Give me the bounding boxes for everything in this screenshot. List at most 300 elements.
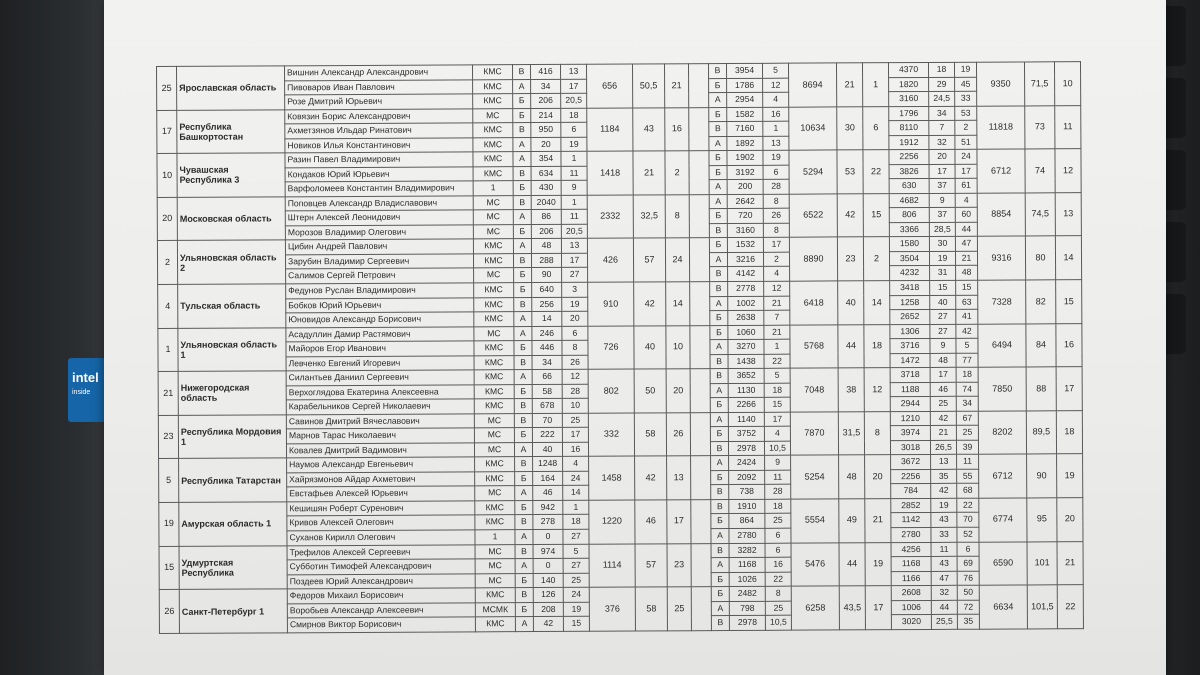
athlete-name: Бобков Юрий Юрьевич	[286, 297, 474, 313]
stage1-place: 11	[561, 210, 587, 225]
spacer-cell	[690, 369, 710, 413]
stage1-group: Б	[513, 94, 531, 109]
stage2-group: А	[710, 412, 728, 427]
stage1-place: 16	[562, 442, 588, 457]
stage1-team-points: 58	[635, 587, 667, 631]
stage2-value: 2482	[729, 586, 765, 601]
overall-points: 17	[929, 164, 955, 179]
overall-points: 26,5	[930, 440, 956, 455]
overall-points: 24,5	[929, 91, 955, 106]
athlete-rank: КМС	[475, 588, 515, 603]
overall-place: 39	[956, 440, 978, 455]
stage1-place: 13	[560, 64, 586, 79]
athlete-name: Варфоломеев Константин Владимирович	[285, 181, 473, 197]
stage1-value: 0	[533, 558, 563, 573]
team-score: 90	[1027, 454, 1057, 498]
overall-place: 24	[955, 149, 977, 164]
stage2-place: 25	[765, 514, 791, 529]
team-score: 74,5	[1025, 193, 1055, 237]
team-region: Московская область	[177, 197, 285, 241]
team-region: Ярославская область	[177, 66, 285, 110]
overall-value: 630	[889, 179, 929, 194]
overall-place: 2	[955, 120, 977, 135]
stage2-group: А	[709, 93, 727, 108]
overall-points: 19	[931, 498, 957, 513]
stage2-group: Б	[710, 325, 728, 340]
overall-value: 1580	[889, 237, 929, 252]
athlete-name: Левченко Евгений Игоревич	[286, 355, 474, 371]
overall-value: 3018	[890, 440, 930, 455]
stage2-group: Б	[710, 427, 728, 442]
overall-points: 32	[929, 135, 955, 150]
overall-place: 55	[957, 469, 979, 484]
stage1-group: Б	[513, 224, 531, 239]
athlete-rank: КМС	[473, 94, 513, 109]
stage2-group: А	[709, 136, 727, 151]
overall-value: 1142	[891, 513, 931, 528]
athlete-name: Марнов Тарас Николаевич	[286, 428, 474, 444]
stage1-place: 19	[562, 297, 588, 312]
athlete-rank: 1	[475, 530, 515, 545]
overall-value: 1796	[889, 106, 929, 121]
overall-points: 31	[930, 266, 956, 281]
team-total: 9316	[977, 236, 1025, 280]
stage2-place: 26	[763, 208, 789, 223]
stage2-team-points: 31,5	[838, 412, 864, 456]
stage1-team-rank: 17	[667, 500, 691, 544]
overall-points: 37	[929, 179, 955, 194]
team-score: 95	[1027, 498, 1057, 542]
stage1-group: В	[515, 544, 533, 559]
overall-value: 3718	[890, 368, 930, 383]
athlete-rank: КМС	[473, 137, 513, 152]
athlete-rank: КМС	[475, 472, 515, 487]
overall-place: 33	[955, 91, 977, 106]
stage2-team-rank: 6	[863, 106, 889, 150]
stage1-group: Б	[513, 108, 531, 123]
stage1-group: Б	[515, 500, 533, 515]
stage1-team-sum: 1114	[589, 544, 635, 588]
team-total: 11818	[977, 106, 1025, 150]
athlete-name: Асадуллин Дамир Растямович	[286, 326, 474, 342]
athlete-name: Кондаков Юрий Юрьевич	[285, 167, 473, 183]
stage2-value: 1002	[728, 296, 764, 311]
stage1-place: 27	[562, 268, 588, 283]
stage2-value: 738	[729, 485, 765, 500]
athlete-rank: МСМК	[475, 602, 515, 617]
athlete-name: Силантьев Даниил Сергеевич	[286, 370, 474, 386]
stage2-group: В	[710, 354, 728, 369]
overall-value: 2780	[891, 527, 931, 542]
stage2-team-sum: 6418	[790, 281, 838, 325]
team-region: Республика Мордовия 1	[178, 415, 286, 459]
overall-place: 60	[955, 208, 977, 223]
stage2-place: 2	[763, 252, 789, 267]
stage1-value: 446	[532, 340, 562, 355]
stage1-place: 12	[562, 369, 588, 384]
overall-points: 20	[929, 150, 955, 165]
stage1-group: В	[514, 413, 532, 428]
stage1-group: А	[515, 530, 533, 545]
stage2-group: Б	[709, 78, 727, 93]
results-sheet	[156, 61, 1076, 634]
athlete-rank: МС	[474, 413, 514, 428]
stage1-place: 27	[563, 558, 589, 573]
overall-points: 27	[930, 309, 956, 324]
overall-points: 15	[930, 280, 956, 295]
team-place-number: 2	[157, 241, 177, 285]
stage2-team-sum: 5768	[790, 324, 838, 368]
athlete-rank: МС	[473, 108, 513, 123]
overall-value: 1820	[889, 77, 929, 92]
overall-points: 25,5	[931, 614, 957, 629]
athlete-rank: КМС	[473, 254, 513, 269]
athlete-rank: КМС	[473, 79, 513, 94]
stage1-place: 19	[561, 137, 587, 152]
stage2-group: Б	[709, 209, 727, 224]
stage1-value: 90	[532, 268, 562, 283]
stage1-group: Б	[515, 573, 533, 588]
team-score: 88	[1026, 367, 1056, 411]
athlete-name: Савинов Дмитрий Вячеславович	[286, 414, 474, 430]
stage1-group: В	[513, 166, 531, 181]
athlete-rank: МС	[473, 224, 513, 239]
stage1-value: 974	[533, 544, 563, 559]
stage2-value: 3270	[728, 339, 764, 354]
team-final-rank: 22	[1057, 585, 1083, 629]
stage2-value: 1910	[729, 499, 765, 514]
stage2-team-sum: 7048	[790, 368, 838, 412]
team-place-number: 21	[158, 372, 178, 416]
stage1-group: В	[513, 123, 531, 138]
team-place-number: 5	[159, 459, 179, 503]
overall-place: 19	[954, 62, 976, 77]
overall-place: 48	[956, 266, 978, 281]
athlete-name: Зарубин Владимир Сергеевич	[285, 254, 473, 270]
team-region: Республика Башкортостан	[177, 109, 285, 153]
stage1-value: 206	[531, 93, 561, 108]
stage1-team-rank: 16	[665, 107, 689, 151]
stage2-team-rank: 17	[865, 586, 891, 630]
stage2-team-rank: 22	[863, 150, 889, 194]
spacer-cell	[689, 194, 709, 238]
stage2-value: 3160	[727, 223, 763, 238]
stage1-team-rank: 23	[667, 543, 691, 587]
stage1-group: В	[514, 297, 532, 312]
athlete-name: Ковалев Дмитрий Вадимович	[286, 443, 474, 459]
stage1-place: 24	[563, 471, 589, 486]
athlete-rank: МС	[475, 544, 515, 559]
athlete-name: Кешишян Роберт Суренович	[287, 501, 475, 517]
stage2-team-points: 44	[839, 542, 865, 586]
overall-place: 18	[956, 367, 978, 382]
stage2-team-points: 49	[839, 499, 865, 543]
stage1-team-rank: 2	[665, 151, 689, 195]
athlete-name: Хайрязмонов Айдар Ахметович	[287, 472, 475, 488]
stage1-value: 354	[531, 152, 561, 167]
stage2-value: 3192	[727, 165, 763, 180]
stage2-group: Б	[710, 398, 728, 413]
stage2-team-rank: 1	[862, 63, 888, 107]
athlete-rank: КМС	[474, 283, 514, 298]
overall-points: 30	[929, 237, 955, 252]
stage2-place: 9	[765, 456, 791, 471]
overall-place: 50	[957, 585, 979, 600]
overall-place: 21	[955, 251, 977, 266]
spacer-cell	[691, 500, 711, 544]
stage1-value: 46	[533, 486, 563, 501]
athlete-name: Цибин Андрей Павлович	[285, 239, 473, 255]
team-place-number: 23	[158, 415, 178, 459]
stage2-team-rank: 19	[865, 542, 891, 586]
stage2-value: 1026	[729, 572, 765, 587]
athlete-rank: 1	[473, 181, 513, 196]
stage1-group: Б	[514, 341, 532, 356]
stage2-place: 13	[763, 136, 789, 151]
athlete-name: Морозов Владимир Олегович	[285, 225, 473, 241]
stage2-value: 200	[727, 180, 763, 195]
athlete-rank: КМС	[473, 152, 513, 167]
stage2-group: А	[710, 383, 728, 398]
stage2-group: Б	[711, 470, 729, 485]
overall-place: 35	[957, 614, 979, 629]
stage2-group: Б	[709, 151, 727, 166]
overall-points: 17	[930, 367, 956, 382]
stage2-group: А	[710, 296, 728, 311]
overall-points: 37	[929, 208, 955, 223]
stage2-value: 1130	[728, 383, 764, 398]
athlete-name: Трефилов Алексей Сергеевич	[287, 544, 475, 560]
overall-place: 63	[956, 295, 978, 310]
stage2-place: 17	[764, 412, 790, 427]
stage1-team-rank: 14	[666, 282, 690, 326]
team-score: 74	[1025, 149, 1055, 193]
stage1-place: 3	[562, 282, 588, 297]
stage1-team-points: 21	[633, 151, 665, 195]
stage1-value: 42	[533, 617, 563, 632]
stage2-group: А	[710, 340, 728, 355]
overall-value: 1210	[890, 411, 930, 426]
stage1-team-sum: 2332	[587, 195, 633, 239]
stage1-value: 640	[532, 282, 562, 297]
stage1-value: 34	[532, 355, 562, 370]
stage2-team-rank: 14	[864, 281, 890, 325]
team-place-number: 25	[157, 66, 177, 110]
stage1-team-rank: 25	[667, 587, 691, 631]
stage1-team-points: 58	[634, 413, 666, 457]
stage2-team-rank: 15	[863, 193, 889, 237]
stage1-value: 430	[531, 181, 561, 196]
stage2-value: 720	[727, 209, 763, 224]
stage1-value: 416	[530, 64, 560, 79]
stage1-value: 14	[532, 311, 562, 326]
overall-points: 21	[930, 426, 956, 441]
stage1-value: 48	[531, 239, 561, 254]
stage2-value: 2638	[728, 310, 764, 325]
stage2-value: 2424	[729, 456, 765, 471]
stage2-place: 19	[763, 150, 789, 165]
overall-points: 46	[930, 382, 956, 397]
athlete-name: Карабельников Сергей Николаевич	[286, 399, 474, 415]
athlete-name: Майоров Егор Иванович	[286, 341, 474, 357]
stage1-group: А	[513, 137, 531, 152]
athlete-name: Суханов Кирилл Олегович	[287, 530, 475, 546]
athlete-name: Наумов Александр Евгеньевич	[287, 457, 475, 473]
stage1-place: 18	[561, 108, 587, 123]
team-score: 101,5	[1027, 585, 1057, 629]
stage1-place: 26	[562, 355, 588, 370]
stage1-place: 1	[563, 500, 589, 515]
stage1-group: В	[513, 253, 531, 268]
overall-place: 44	[955, 222, 977, 237]
athlete-name: Новиков Илья Константинович	[285, 137, 473, 153]
team-total: 6494	[978, 324, 1026, 368]
stage2-group: Б	[709, 107, 727, 122]
team-final-rank: 10	[1054, 62, 1080, 106]
stage2-team-sum: 10634	[789, 107, 837, 151]
team-region: Чувашская Республика 3	[177, 153, 285, 197]
stage2-value: 2092	[729, 470, 765, 485]
stage2-place: 12	[763, 78, 789, 93]
team-total: 6590	[979, 541, 1027, 585]
stage1-team-points: 46	[635, 500, 667, 544]
stage2-team-sum: 5294	[789, 150, 837, 194]
stage2-group: А	[711, 456, 729, 471]
team-total: 6712	[979, 454, 1027, 498]
spacer-cell	[690, 282, 710, 326]
overall-value: 3672	[891, 455, 931, 470]
stage1-team-points: 57	[635, 543, 667, 587]
stage2-value: 1786	[727, 78, 763, 93]
athlete-rank: КМС	[474, 297, 514, 312]
stage2-place: 6	[765, 528, 791, 543]
overall-value: 1166	[891, 571, 931, 586]
overall-place: 51	[955, 135, 977, 150]
stage2-team-sum: 6522	[789, 194, 837, 238]
stage2-group: В	[709, 223, 727, 238]
stage2-team-rank: 8	[864, 411, 890, 455]
stage2-place: 8	[763, 194, 789, 209]
stage1-value: 256	[532, 297, 562, 312]
team-total: 6634	[979, 585, 1027, 629]
stage2-place: 21	[764, 296, 790, 311]
overall-points: 40	[930, 295, 956, 310]
stage1-group: Б	[514, 268, 532, 283]
athlete-rank: КМС	[474, 399, 514, 414]
team-score: 84	[1026, 323, 1056, 367]
overall-value: 4682	[889, 193, 929, 208]
stage2-place: 6	[765, 543, 791, 558]
stage1-value: 634	[531, 166, 561, 181]
stage2-place: 22	[765, 572, 791, 587]
athlete-rank: КМС	[475, 617, 515, 632]
stage1-place: 20,5	[561, 224, 587, 239]
team-score: 89,5	[1026, 411, 1056, 455]
stage2-group: А	[711, 558, 729, 573]
stage2-group: В	[710, 267, 728, 282]
stage2-value: 2978	[728, 441, 764, 456]
stage1-place: 5	[563, 544, 589, 559]
team-final-rank: 20	[1057, 498, 1083, 542]
stage2-value: 798	[729, 601, 765, 616]
overall-place: 69	[957, 556, 979, 571]
stage2-group: В	[711, 499, 729, 514]
spacer-cell	[691, 543, 711, 587]
overall-points: 19	[929, 251, 955, 266]
stage2-group: А	[709, 180, 727, 195]
stage1-team-points: 50	[634, 369, 666, 413]
overall-value: 3366	[889, 222, 929, 237]
athlete-rank: МС	[475, 573, 515, 588]
stage1-group: А	[514, 326, 532, 341]
athlete-rank: МС	[473, 210, 513, 225]
athlete-rank: МС	[474, 442, 514, 457]
stage2-place: 5	[764, 368, 790, 383]
stage2-place: 12	[764, 281, 790, 296]
stage1-team-rank: 8	[665, 194, 689, 238]
athlete-name: Розе Дмитрий Юрьевич	[285, 94, 473, 110]
stage1-value: 288	[531, 253, 561, 268]
stage1-value: 278	[533, 515, 563, 530]
stage1-team-points: 50,5	[632, 64, 664, 108]
stage1-group: Б	[515, 602, 533, 617]
athlete-name: Евстафьев Алексей Юрьевич	[287, 486, 475, 502]
stage2-team-sum: 6258	[791, 586, 839, 630]
team-score: 71,5	[1024, 62, 1054, 106]
stage2-team-rank: 12	[864, 368, 890, 412]
stage1-team-rank: 21	[664, 64, 688, 108]
stage1-place: 4	[563, 457, 589, 472]
stage2-group: В	[709, 122, 727, 137]
team-final-rank: 18	[1056, 410, 1082, 454]
stage2-place: 25	[765, 601, 791, 616]
stage2-group: Б	[711, 572, 729, 587]
stage1-group: Б	[515, 471, 533, 486]
stage2-team-sum: 7870	[790, 412, 838, 456]
stage1-value: 70	[532, 413, 562, 428]
team-final-rank: 13	[1055, 192, 1081, 236]
team-total: 9350	[976, 62, 1024, 106]
stage1-team-rank: 13	[667, 456, 691, 500]
stage2-group: Б	[711, 514, 729, 529]
stage2-team-points: 42	[837, 194, 863, 238]
stage1-team-points: 43	[633, 107, 665, 151]
stage2-team-points: 23	[837, 237, 863, 281]
stage1-place: 8	[562, 340, 588, 355]
stage1-group: В	[515, 457, 533, 472]
team-final-rank: 15	[1056, 280, 1082, 324]
athlete-rank: МС	[473, 195, 513, 210]
spacer-cell	[690, 412, 710, 456]
stage1-value: 0	[533, 529, 563, 544]
stage2-place: 6	[763, 165, 789, 180]
stage1-value: 1248	[533, 457, 563, 472]
overall-value: 3160	[889, 92, 929, 107]
stage1-place: 17	[562, 428, 588, 443]
athlete-rank: КМС	[474, 384, 514, 399]
stage2-group: В	[708, 64, 726, 79]
team-region: Ульяновская область 2	[177, 240, 285, 284]
stage1-value: 678	[532, 399, 562, 414]
overall-place: 68	[957, 484, 979, 499]
stage1-group: А	[513, 239, 531, 254]
stage2-group: В	[711, 616, 729, 631]
stage1-place: 20	[562, 311, 588, 326]
stage1-place: 25	[563, 573, 589, 588]
stage2-value: 2266	[728, 398, 764, 413]
team-region: Ульяновская область 1	[178, 327, 286, 371]
stage2-group: А	[709, 252, 727, 267]
